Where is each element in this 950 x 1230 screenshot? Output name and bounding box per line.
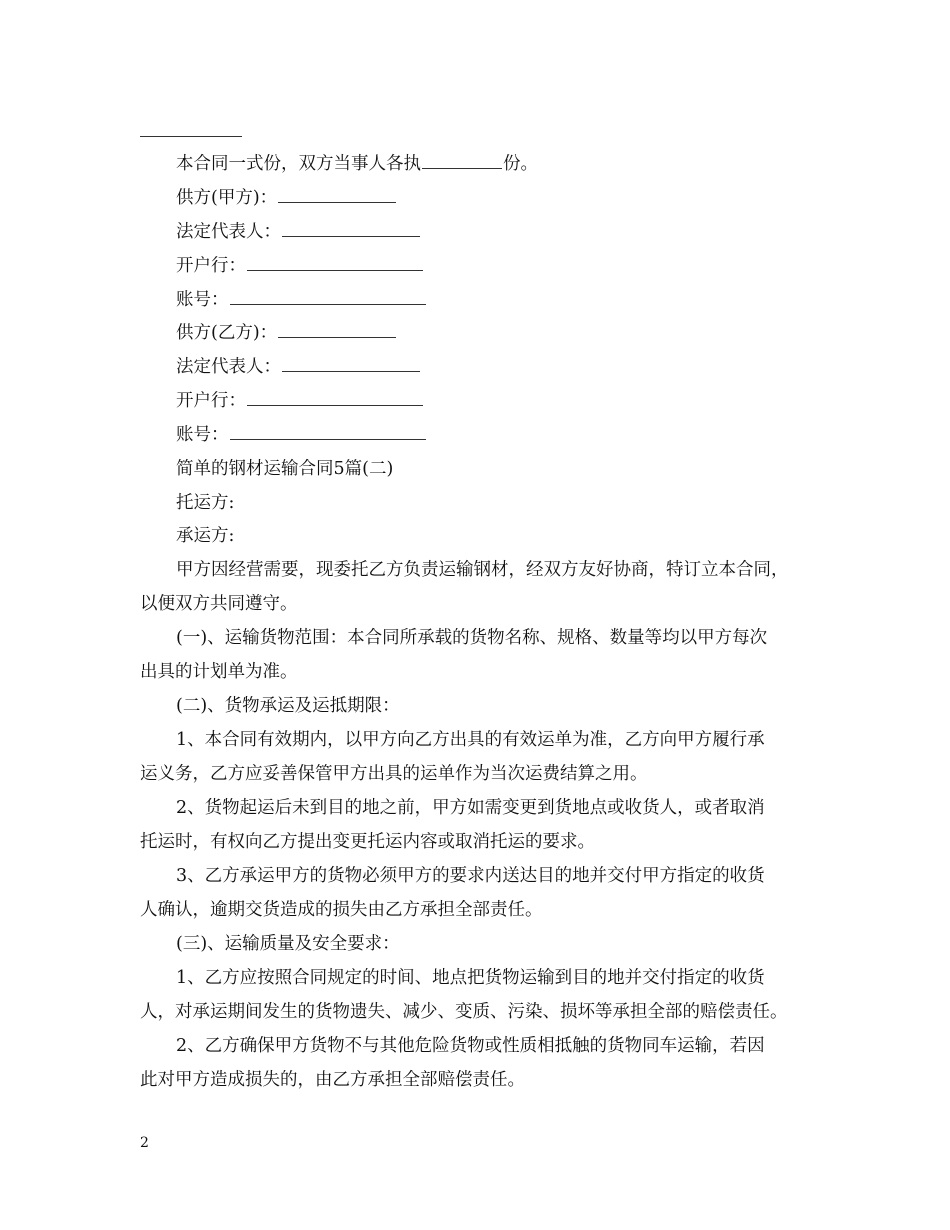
clause-2-item-2-line-1: 2、货物起运后未到目的地之前，甲方如需变更到货地点或收货人，或者取消 — [176, 798, 765, 818]
clause-3-title: (三)、运输质量及安全要求： — [176, 934, 400, 954]
clause-2-item-1-line-1: 1、本合同有效期内，以甲方向乙方出具的有效运单为准，乙方向甲方履行承 — [176, 730, 765, 750]
bank-b-blank — [247, 389, 423, 406]
rep-a-label: 法定代表人： — [176, 222, 281, 242]
account-a-row — [176, 288, 427, 312]
bank-a-blank — [247, 254, 423, 271]
account-b-row — [176, 423, 427, 447]
bank-a-row — [176, 254, 424, 278]
rep-b-label: 法定代表人： — [176, 357, 281, 377]
account-a-label: 账号： — [176, 290, 229, 310]
clause-3-item-1-line-1: 1、乙方应按照合同规定的时间、地点把货物运输到目的地并交付指定的收货 — [176, 968, 765, 988]
clause-1-line-1: (一)、运输货物范围：本合同所承载的货物名称、规格、数量等均以甲方每次 — [176, 628, 768, 648]
consignor-label: 托运方: — [176, 493, 235, 513]
rep-a-row — [176, 220, 421, 244]
clause-2-item-3-line-2: 人确认，逾期交货造成的损失由乙方承担全部责任。 — [140, 900, 543, 920]
account-a-blank — [230, 288, 426, 305]
rep-b-blank — [282, 355, 420, 372]
copies-blank — [422, 152, 502, 169]
bank-b-label: 开户行： — [176, 391, 246, 411]
clause-1-line-2: 出具的计划单为准。 — [140, 662, 298, 682]
clause-2-item-2-line-2: 托运时，有权向乙方提出变更托运内容或取消托运的要求。 — [140, 832, 595, 852]
copies-suffix: 份。 — [503, 154, 538, 174]
page-number: 2 — [140, 1135, 149, 1151]
party-b-label: 供方(乙方)： — [176, 323, 278, 343]
bank-b-row — [176, 389, 424, 413]
account-b-blank — [230, 423, 426, 440]
copies-clause — [176, 152, 538, 176]
party-a-row — [176, 186, 397, 210]
rep-a-blank — [282, 220, 420, 237]
clause-3-item-2-line-1: 2、乙方确保甲方货物不与其他危险货物或性质相抵触的货物同车运输，若因 — [176, 1036, 765, 1056]
rep-b-row — [176, 355, 421, 379]
intro-line-2: 以便双方共同遵守。 — [140, 594, 298, 614]
intro-line-1: 甲方因经营需要，现委托乙方负责运输钢材，经双方友好协商，特订立本合同， — [176, 560, 789, 580]
section-title: 简单的钢材运输合同5篇(二) — [176, 459, 394, 479]
party-a-blank — [278, 186, 396, 203]
carrier-label: 承运方: — [176, 526, 235, 546]
clause-2-item-3-line-1: 3、乙方承运甲方的货物必须甲方的要求内送达目的地并交付甲方指定的收货 — [176, 866, 765, 886]
clause-2-item-1-line-2: 运义务，乙方应妥善保管甲方出具的运单作为当次运费结算之用。 — [140, 764, 648, 784]
party-a-label: 供方(甲方)： — [176, 188, 278, 208]
account-b-label: 账号： — [176, 425, 229, 445]
party-b-blank — [278, 321, 396, 338]
clause-2-title: (二)、货物承运及运抵期限： — [176, 696, 400, 716]
copies-text: 本合同一式份，双方当事人各执 — [176, 154, 421, 174]
party-b-row — [176, 321, 397, 345]
clause-3-item-2-line-2: 此对甲方造成损失的，由乙方承担全部赔偿责任。 — [140, 1070, 525, 1090]
signature-line — [140, 136, 242, 137]
clause-3-item-1-line-2: 人，对承运期间发生的货物遗失、减少、变质、污染、损坏等承担全部的赔偿责任。 — [140, 1002, 788, 1022]
bank-a-label: 开户行： — [176, 256, 246, 276]
